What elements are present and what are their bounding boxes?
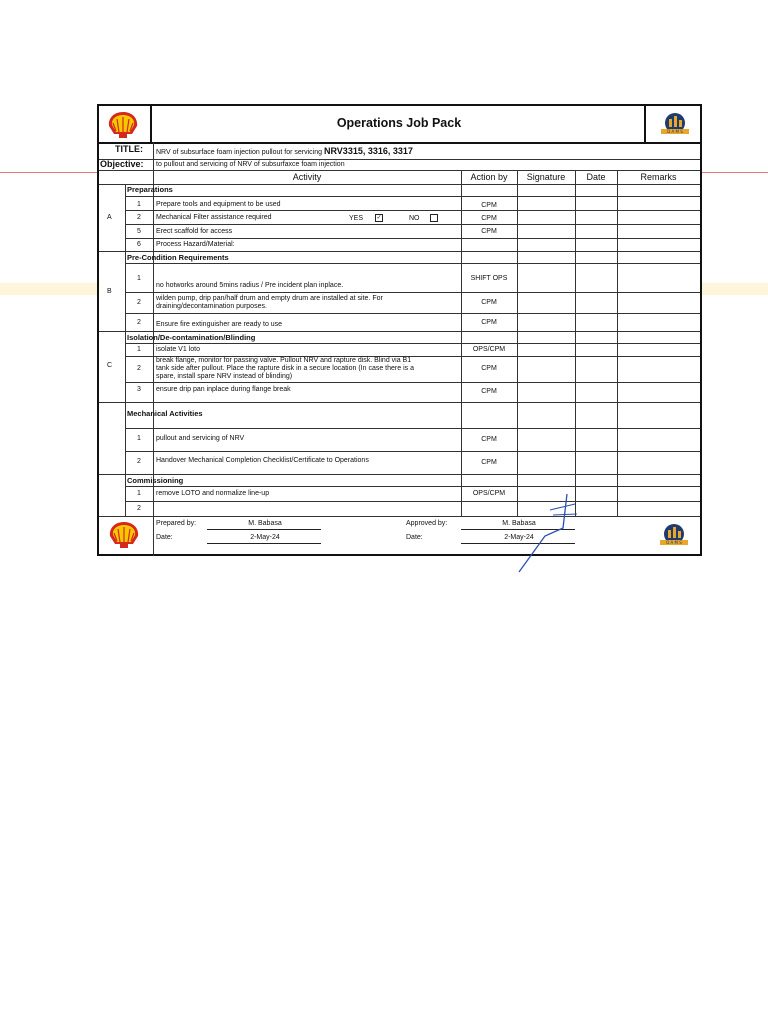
row-a1-action: CPM [481,202,497,209]
row-m2-action: CPM [481,459,497,466]
row-c1-action: OPS/CPM [472,346,506,353]
row-c2-text-line2: tank side after pullout. Place the rapture disk in a secure location (In case there is a [156,365,414,372]
dams-logo-icon [658,111,692,139]
yes-checkbox[interactable]: ✓ [376,215,382,221]
prepared-date: 2-May-24 [250,534,280,541]
row-m1-text: pullout and servicing of NRV [156,435,245,442]
row-c2-num: 2 [137,365,141,372]
row-cm1-text: remove LOTO and normalize line-up [156,490,270,497]
row-a5-text: Erect scaffold for access [156,228,233,235]
job-pack-form [97,104,702,556]
title-value: NRV of subsurface foam injection pullout for servicing NRV3315, 3316, 3317 [156,146,413,156]
section-a-title: Preparations [127,185,173,194]
svg-text:D A M S: D A M S [666,540,682,545]
row-a1-text: Prepare tools and equipment to be used [156,201,281,208]
col-signature: Signature [526,172,566,182]
row-cm1-action: OPS/CPM [472,490,506,497]
row-cm1-num: 1 [137,490,141,497]
row-a6-num: 6 [137,241,141,248]
row-b2-num: 2 [137,299,141,306]
row-b2-text-line2: draining/decontamination purposes. [156,303,267,310]
row-b2-text-line1: wilden pump, drip pan/half drum and empty drum are installed at site. For [156,295,383,302]
title-label: TITLE: [115,144,143,154]
no-label: NO [409,215,420,222]
row-a2-num: 2 [137,214,141,221]
section-c-letter: C [107,362,113,369]
section-c-title: Isolation/De-contamination/Blinding [127,333,256,342]
row-b1-text: no hotworks around 5mins radius / Pre incident plan inplace. [156,282,344,289]
approved-date-label: Date: [406,534,423,541]
row-b3-action: CPM [481,319,497,326]
section-comm-title: Commissioning [127,476,184,485]
prepared-by-label: Prepared by: [156,520,197,527]
svg-text:D A M S: D A M S [667,129,683,134]
col-remarks: Remarks [640,172,677,182]
row-a5-num: 5 [137,228,141,235]
row-b1-action: SHIFT OPS [470,275,508,282]
section-b-title: Pre-Condition Requirements [127,253,229,262]
shell-logo-footer-icon [107,520,141,550]
row-a2-text: Mechanical Filter assistance required [156,214,272,221]
row-b3-text: Ensure fire extinguisher are ready to use [156,321,283,328]
row-a2-action: CPM [481,215,497,222]
row-c1-text: isolate V1 loto [156,346,200,353]
prepared-date-label: Date: [156,534,173,541]
row-c2-text-line3: spare, install spare NRV instead of blinding) [156,373,293,380]
col-date: Date [586,172,606,182]
approved-by-label: Approved by: [406,520,448,527]
objective-value: to pullout and servicing of NRV of subsurfaxce foam injection [156,161,345,168]
approved-date: 2-May-24 [504,534,534,541]
row-m1-num: 1 [137,435,141,442]
page-title: Operations Job Pack [336,116,462,130]
row-a5-action: CPM [481,228,497,235]
section-mech-title: Mechanical Activities [127,409,203,418]
row-c3-action: CPM [481,388,497,395]
yes-label: YES [349,215,364,222]
col-action-by: Action by [470,172,508,182]
row-b1-num: 1 [137,275,141,282]
row-c1-num: 1 [137,346,141,353]
prepared-by-name: M. Babasa [248,520,282,527]
row-b3-num: 2 [137,319,141,326]
row-cm2-num: 2 [137,505,141,512]
row-c3-num: 3 [137,386,141,393]
dams-logo-footer-icon [657,522,691,550]
row-a6-text: Process Hazard/Material: [156,241,235,248]
row-m1-action: CPM [481,436,497,443]
row-c2-text-line1: break flange, monitor for passing valve. Pullout NRV and rapture disk. Blind via B1 [156,357,412,364]
row-m2-text: Handover Mechanical Completion Checklist/Certificate to Operations [156,457,369,464]
objective-label: Objective: [100,159,144,169]
no-checkbox[interactable] [430,214,438,222]
col-activity: Activity [292,172,322,182]
row-a1-num: 1 [137,201,141,208]
row-c3-text: ensure drip pan inplace during flange break [156,386,291,393]
row-m2-num: 2 [137,458,141,465]
handwritten-signature-mark [505,488,585,578]
section-a-letter: A [107,214,112,221]
approved-by-name: M. Babasa [502,520,536,527]
shell-logo-icon [106,110,140,140]
row-c2-action: CPM [481,365,497,372]
section-b-letter: B [107,288,112,295]
row-b2-action: CPM [481,299,497,306]
